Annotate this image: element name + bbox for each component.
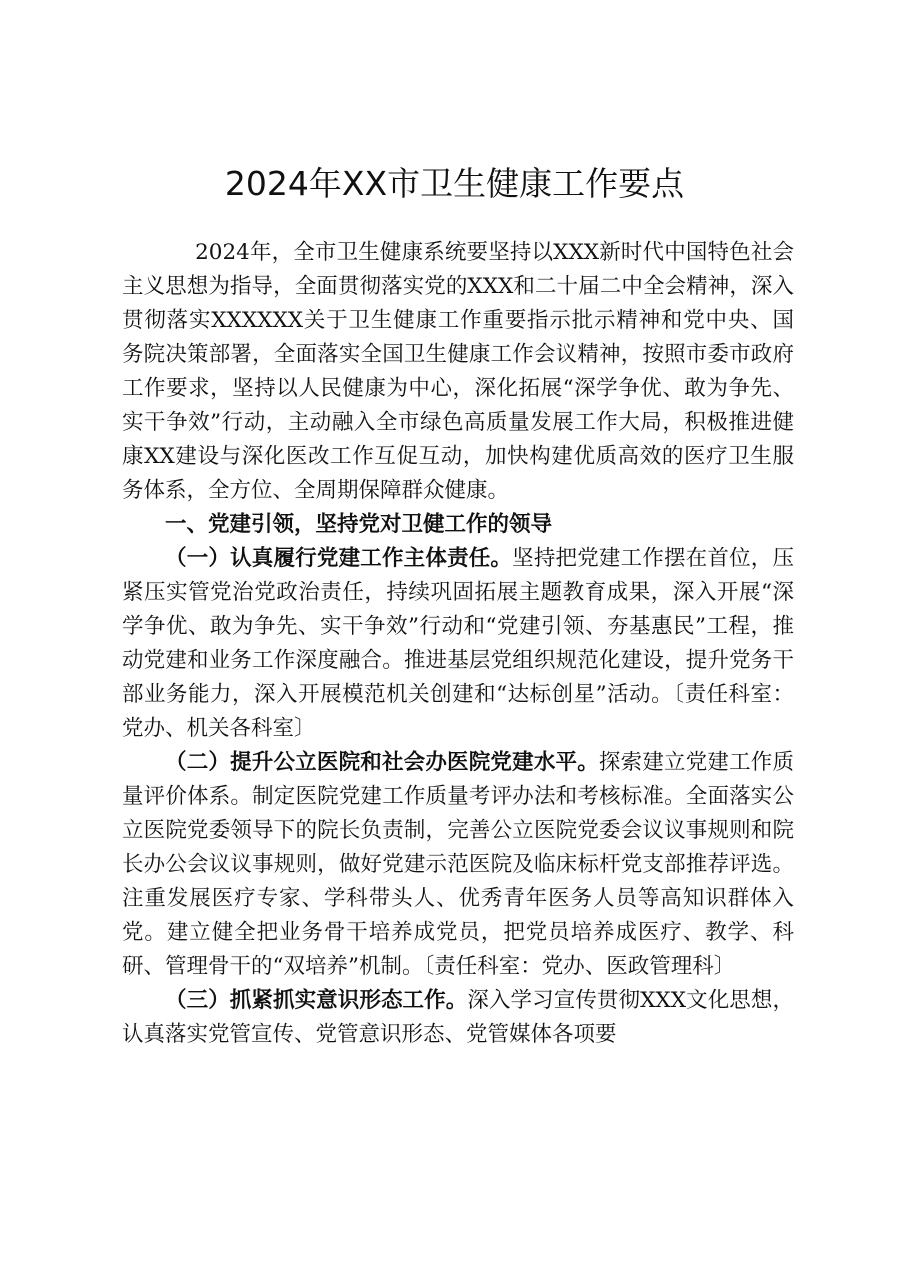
document-title: 2024年XX市卫生健康工作要点 — [224, 164, 685, 203]
section-heading: 一、党建引领，坚持党对卫健工作的领导 — [165, 512, 553, 537]
item-paragraph-2 — [122, 746, 794, 984]
item-text: 深入学习宣传贯彻XXX文化思想，认真落实党管宣传、党管意识形态、党管媒体各项要 — [122, 988, 794, 1047]
item-paragraph-1 — [122, 542, 794, 746]
item-text: 探索建立党建工作质量评价体系。制定医院党建工作质量考评办法和考核标准。全面落实公立医院党委领导下的院长负责制，完善公立医院党委会议议事规则和院长办公会议议事规则，做好党建示范医院及临床标杆党支部推荐评选。注重发展医疗专家、学科带头人、优秀青年医务人员等高知识群体入党。建立健全把业务骨干培养成党员，把党员培养成医疗、教学、科研、管理骨干的“双培养”机制。〔责任科室：党办、医政管理科〕 — [122, 750, 794, 979]
item-lead: （三）抓紧抓实意识形态工作。 — [165, 988, 468, 1013]
item-lead: （一）认真履行党建工作主体责任。 — [165, 546, 513, 571]
item-text: 坚持把党建工作摆在首位，压紧压实管党治党政治责任，持续巩固拓展主题教育成果，深入开展“深学争优、敢为争先、实干争效”行动和“党建引领、夯基惠民”工程，推动党建和业务工作深度融合。推进基层党组织规范化建设，提升党务干部业务能力，深入开展模范机关创建和“达标创星”活动。〔责任科室：党办、机关各科室〕 — [122, 546, 794, 741]
item-paragraph-3 — [122, 984, 794, 1052]
item-lead: （二）提升公立医院和社会办医院党建水平。 — [165, 750, 599, 775]
document-body — [122, 236, 794, 1052]
intro-paragraph: 2024年，全市卫生健康系统要坚持以XXX新时代中国特色社会主义思想为指导，全面贯彻落实党的XXX和二十届二中全会精神，深入贯彻落实XXXXXX关于卫生健康工作重要指示批示精神和党中央、国务院决策部署，全面落实全国卫生健康工作会议精神，按照市委市政府工作要求，坚持以人民健康为中心，深化拓展“深学争优、敢为争先、实干争效”行动，主动融入全市绿色高质量发展工作大局，积极推进健康XX建设与深化医改工作互促互动，加快构建优质高效的医疗卫生服务体系，全方位、全周期保障群众健康。 — [122, 240, 794, 503]
